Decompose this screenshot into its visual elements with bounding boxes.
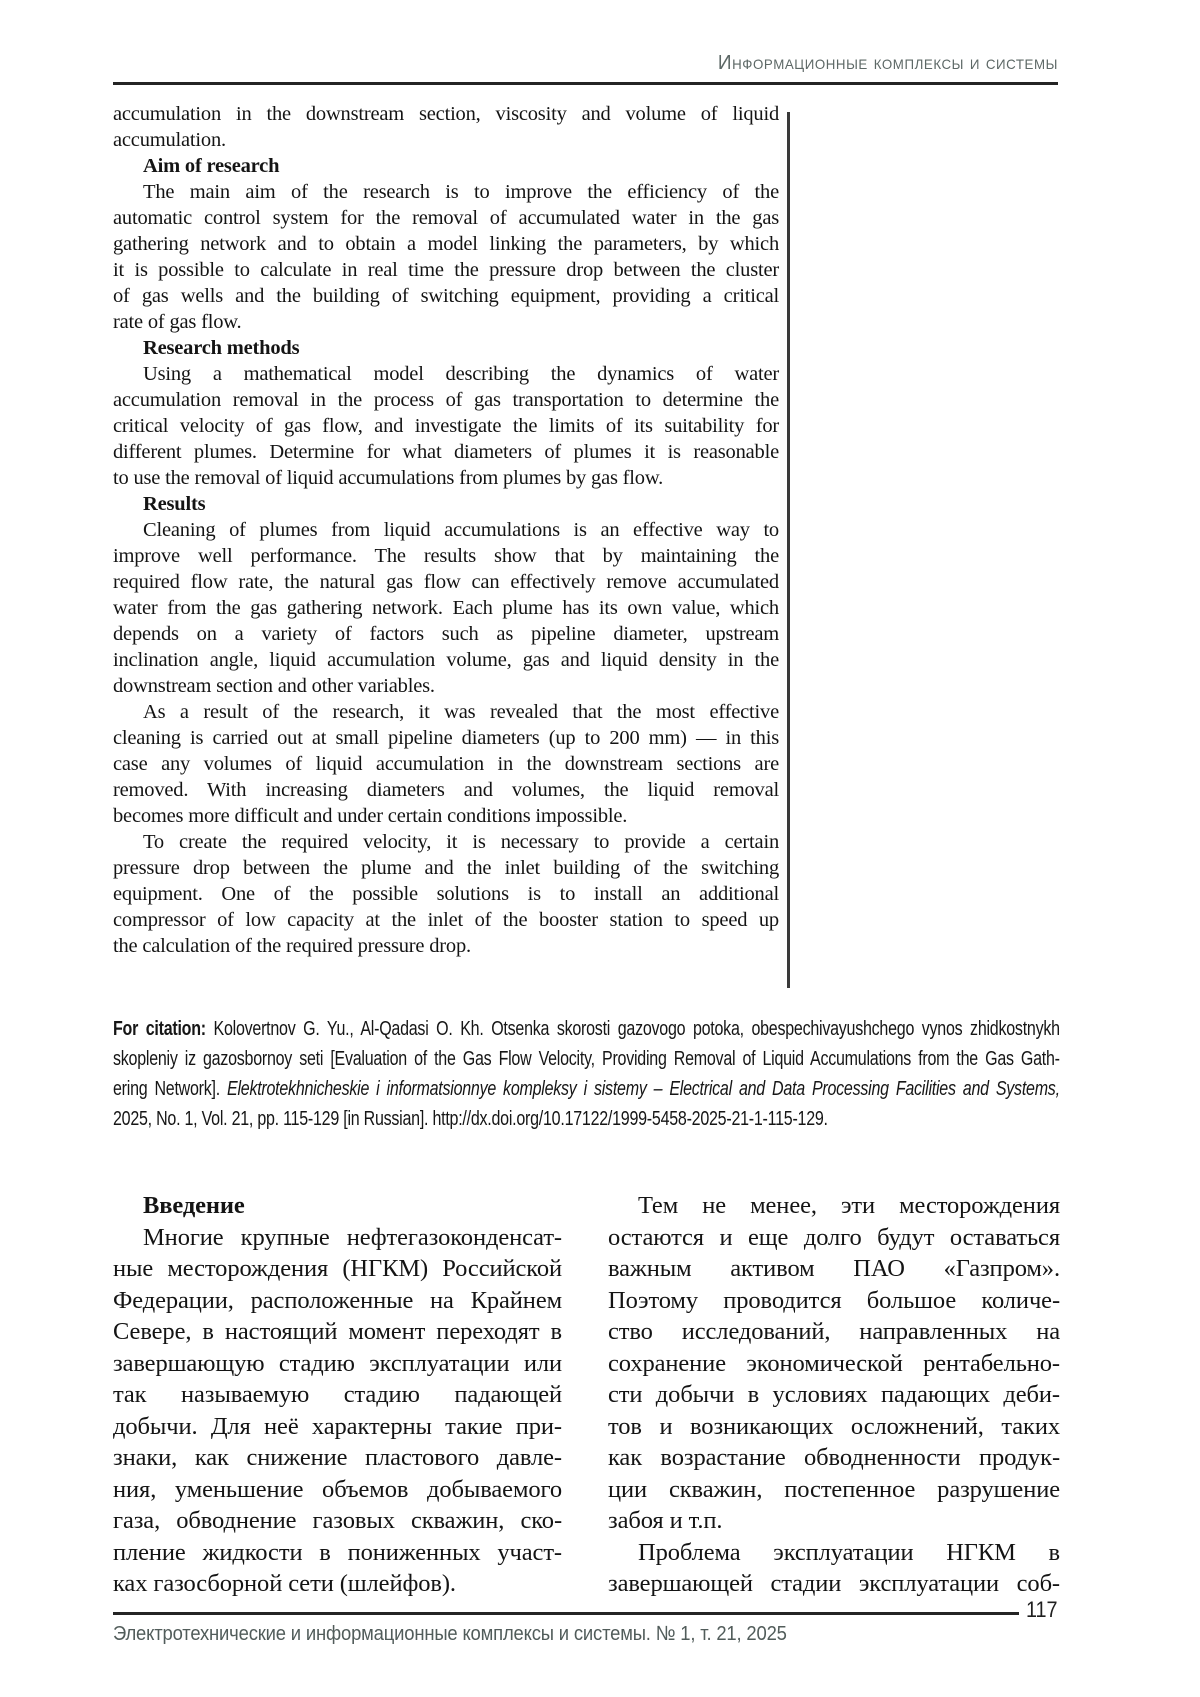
text-line: To create the required velocity, it is necessary to provide a certain (143, 831, 779, 853)
citation-label: For citation: (113, 1018, 206, 1040)
text-line: пление жидкости в пониженных участ- (113, 1538, 562, 1566)
text-line: critical velocity of gas flow, and investigate the limits of its suitability for (113, 415, 779, 437)
text-line: Проблема эксплуатации НГКМ в (638, 1538, 1060, 1566)
text-line: automatic control system for the removal of accumulated water in the gas (113, 207, 779, 229)
footer-rule (113, 1612, 1019, 1615)
text-line: завершающую стадию эксплуатации или (113, 1349, 562, 1377)
citation-text: Kolovertnov G. Yu., Al-Qadasi O. Kh. Otsenka skorosti gazovogo potoka, obespechivayushchego vynos zhidkostnykh (205, 1018, 1060, 1040)
citation-text: Elektrotekhnicheskie i informatsionnye kompleksy i sistemy – Electrical and Data Processing Facilities and Systems, (227, 1078, 1060, 1100)
text-line: pressure drop between the plume and the inlet building of the switching (113, 857, 779, 879)
text-line: water from the gas gathering network. Each plume has its own value, which (113, 597, 779, 619)
text-line: cleaning is carried out at small pipeline diameters (up to 200 mm) — in this (113, 727, 779, 749)
text-line: As a result of the research, it was revealed that the most effective (143, 701, 779, 723)
citation-text: 2025, No. 1, Vol. 21, pp. 115-129 [in Russian]. http://dx.doi.org/10.17122/1999-5458-2025-21-1-115-129. (113, 1108, 828, 1130)
text-line: остаются и еще долго будут оставаться (608, 1223, 1060, 1251)
text-line: to use the removal of liquid accumulations from plumes by gas flow. (113, 467, 664, 489)
text-line: Севере, в настоящий момент переходят в (113, 1318, 562, 1345)
text-line: case any volumes of liquid accumulation in the downstream sections are (113, 753, 779, 775)
text-line: of gas wells and the building of switching equipment, providing a critical (113, 285, 779, 307)
paragraph-heading: Research methods (143, 337, 300, 359)
text-line: depends on a variety of factors such as pipeline diameter, upstream (113, 623, 779, 645)
abstract-sidebar-rule (787, 112, 790, 988)
text-line: equipment. One of the possible solutions is to install an additional (113, 883, 779, 905)
citation-line (113, 1014, 1060, 1044)
text-line: rate of gas flow. (113, 311, 242, 333)
citation-block (113, 1014, 1060, 1134)
text-line: gathering network and to obtain a model linking the parameters, by which (113, 233, 779, 255)
running-head-section-label: Информационные комплексы и системы (717, 52, 1058, 74)
text-line: compressor of low capacity at the inlet of the booster station to speed up (113, 909, 779, 931)
text-line: The main aim of the research is to improve the efficiency of the (143, 181, 779, 203)
text-line: ния, уменьшение объемов добываемого (113, 1475, 562, 1503)
text-line: Cleaning of plumes from liquid accumulations is an effective way to (143, 519, 779, 541)
text-line: required flow rate, the natural gas flow can effectively remove accumulated (113, 571, 779, 593)
text-line: downstream section and other variables. (113, 675, 435, 697)
paragraph-heading: Results (143, 493, 206, 515)
paragraph-heading: Aim of research (143, 155, 280, 177)
text-line: becomes more difficult and under certain conditions impossible. (113, 805, 628, 827)
text-line: забоя и т.п. (608, 1507, 723, 1534)
text-line: газа, обводнение газовых скважин, ско- (113, 1507, 562, 1534)
text-line: improve well performance. The results show that by maintaining the (113, 545, 779, 567)
citation-line (113, 1104, 1060, 1134)
text-line: accumulation removal in the process of gas transportation to determine the (113, 389, 779, 411)
text-line: ции скважин, постепенное разрушение (608, 1475, 1060, 1503)
citation-text: ering Network]. (113, 1078, 228, 1100)
intro-right-column (608, 1190, 1060, 1600)
text-line: важным активом ПАО «Газпром». (608, 1255, 1060, 1282)
citation-text: skopleniy iz gazosbornoy seti [Evaluation of the Gas Flow Velocity, Providing Removal of Liquid Accumulations from the Gas Gath- (113, 1048, 1060, 1070)
text-line: ство исследований, направленных на (608, 1318, 1060, 1345)
paragraph-heading: Введение (143, 1192, 245, 1219)
text-line: different plumes. Determine for what diameters of plumes it is reasonable (113, 441, 779, 463)
citation-line (113, 1044, 1060, 1074)
header-rule (113, 82, 1058, 85)
text-line: removed. With increasing diameters and volumes, the liquid removal (113, 779, 779, 801)
text-line: завершающей стадии эксплуатации соб- (608, 1570, 1060, 1597)
text-line: inclination angle, liquid accumulation volume, gas and liquid density in the (113, 649, 779, 671)
text-line: Поэтому проводится большое количе- (608, 1286, 1060, 1314)
text-line: the calculation of the required pressure drop. (113, 935, 471, 957)
text-line: добычи. Для неё характерны такие при- (113, 1412, 562, 1440)
journal-footer-line: Электротехнические и информационные комплексы и системы. № 1, т. 21, 2025 (113, 1622, 787, 1645)
text-line: как возрастание обводненности продук- (608, 1444, 1060, 1471)
text-line: accumulation in the downstream section, viscosity and volume of liquid (113, 103, 779, 125)
text-line: ные месторождения (НГКМ) Российской (113, 1255, 562, 1282)
text-line: Федерации, расположенные на Крайнем (113, 1286, 562, 1314)
text-line: так называемую стадию падающей (113, 1381, 562, 1408)
english-abstract-section (113, 101, 779, 959)
text-line: тов и возникающих осложнений, таких (608, 1412, 1060, 1440)
intro-left-column (113, 1190, 562, 1600)
text-line: сохранение экономической рентабельно- (608, 1349, 1060, 1377)
page-number: 117 (1026, 1597, 1058, 1622)
text-line: знаки, как снижение пластового давле- (113, 1444, 562, 1471)
text-line: сти добычи в условиях падающих деби- (608, 1381, 1060, 1408)
text-line: Using a mathematical model describing the dynamics of water (143, 363, 779, 385)
text-line: Тем не менее, эти месторождения (638, 1192, 1060, 1219)
text-line: accumulation. (113, 129, 226, 151)
citation-line (113, 1074, 1060, 1104)
text-line: it is possible to calculate in real time the pressure drop between the cluster (113, 259, 779, 281)
text-line: Многие крупные нефтегазоконденсат- (143, 1223, 562, 1251)
text-line: ках газосборной сети (шлейфов). (113, 1570, 456, 1597)
